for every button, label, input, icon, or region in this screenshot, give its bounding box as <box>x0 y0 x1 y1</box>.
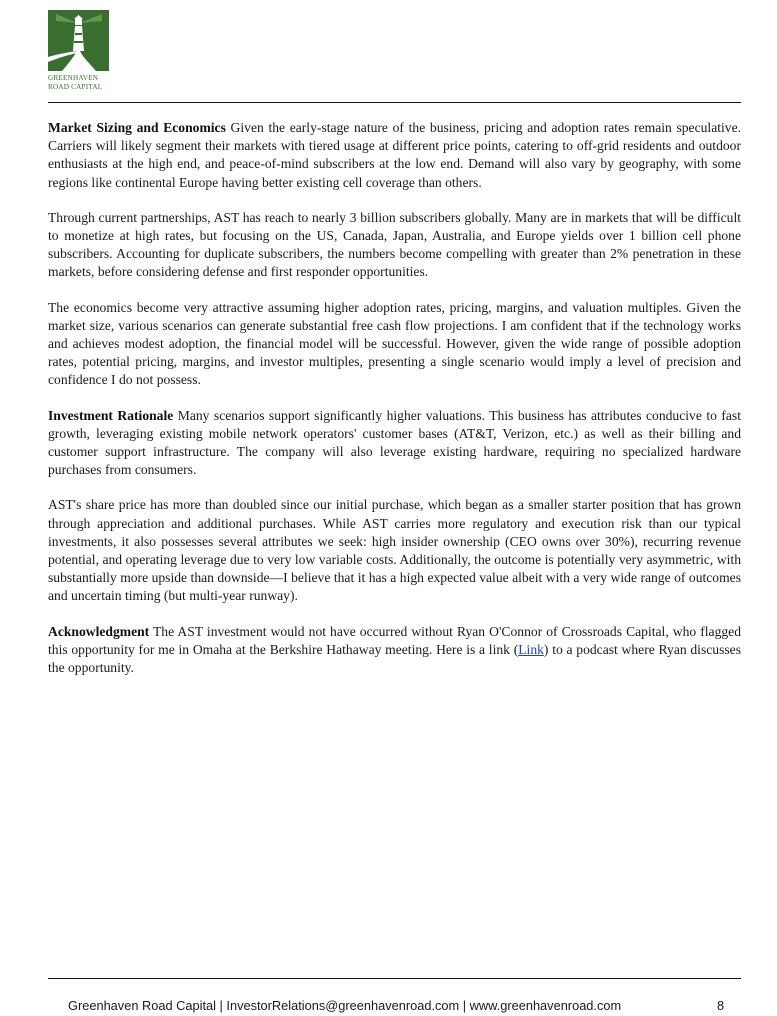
page-footer <box>68 998 728 1013</box>
rationale-paragraph-2: AST's share price has more than doubled since our initial purchase, which began as a smaller starter position that has grown through appreciation and additional purchases. While AST carries more regulatory and execution risk than our typical investments, it also possesses several attributes we seek: high insider ownership (CEO owns over 30%), recurring revenue potential, and operating leverage due to very low variable costs. Additionally, the outcome is potentially very asymmetric, with substantially more upside than downside—I believe that it has a high expected value albeit with a very wide range of outcomes and uncertain timing (but multi-year runway). <box>48 497 741 604</box>
letter-body <box>48 119 741 694</box>
market-heading: Market Sizing and Economics <box>48 120 226 135</box>
logo-line-1: GREENHAVEN <box>48 74 99 82</box>
page-number: 8 <box>717 998 725 1013</box>
lighthouse-icon <box>48 10 109 71</box>
rationale-heading: Investment Rationale <box>48 407 174 423</box>
market-paragraph-2: Through current partnerships, AST has reach to nearly 3 billion subscribers globally. Many are in markets that will be difficult to monetize at high rates, but focusing on the US, Canada, Japan, Australia, and Europe yields over 1 billion cell phone subscribers. Accounting for duplicate subscribers, the numbers become compelling with greater than 2% penetration in these markets, before considering defense and first responder opportunities. <box>48 209 741 280</box>
acknowledgment-paragraph <box>48 623 741 678</box>
market-paragraph-3: The economics become very attractive assuming higher adoption rates, pricing, margins, and valuation multiples. Given the market size, various scenarios can generate substantial free cash flow projections. I am confident that if the technology works and achieves modest adoption, the financial model will be successful. However, given the wide range of possible adoption rates, potential pricing, margins, and investor multiples, presenting a single scenario would imply a level of precision and confidence I do not possess. <box>48 299 741 388</box>
acknowledgment-text-after: ) to a podcast where Ryan discusses the opportunity. <box>48 641 741 676</box>
acknowledgment-text-before: The AST investment would not have occurred without Ryan O'Connor of Crossroads Capital, who flagged this opportunity for me in Omaha at the Berkshire Hathaway meeting. Here is a link ( <box>48 623 741 657</box>
rationale-paragraph-1 <box>48 407 741 480</box>
footer-contact: Greenhaven Road Capital | InvestorRelations@greenhavenroad.com | www.greenhavenroad.com <box>68 998 622 1013</box>
market-text-1: Given the early-stage nature of the business, pricing and adoption rates remain speculative. Carriers will likely segment their markets with tiered usage at different price points, catering to off-grid residents and outdoor enthusiasts at the high end, and peace-of-mind subscribers at the low end. Demand will also vary by geography, with some regions like continental Europe having better existing cell coverage than others. <box>48 120 742 190</box>
podcast-link[interactable]: Link <box>518 641 544 657</box>
acknowledgment-heading: Acknowledgment <box>48 623 150 639</box>
company-logo <box>48 10 110 92</box>
rationale-text-1: Many scenarios support significantly higher valuations. This business has attributes conducive to fast growth, leveraging existing mobile network operators' customer bases (AT&T, Verizon, etc.) as well as their billing and customer support infrastructure. The company will also leverage existing hardware, requiring no specialized hardware purchases from consumers. <box>48 407 741 478</box>
logo-text <box>48 74 110 92</box>
logo-line-2: ROAD CAPITAL <box>48 83 103 91</box>
header-divider <box>48 102 741 103</box>
market-paragraph-1 <box>48 119 741 192</box>
footer-divider <box>48 978 741 979</box>
